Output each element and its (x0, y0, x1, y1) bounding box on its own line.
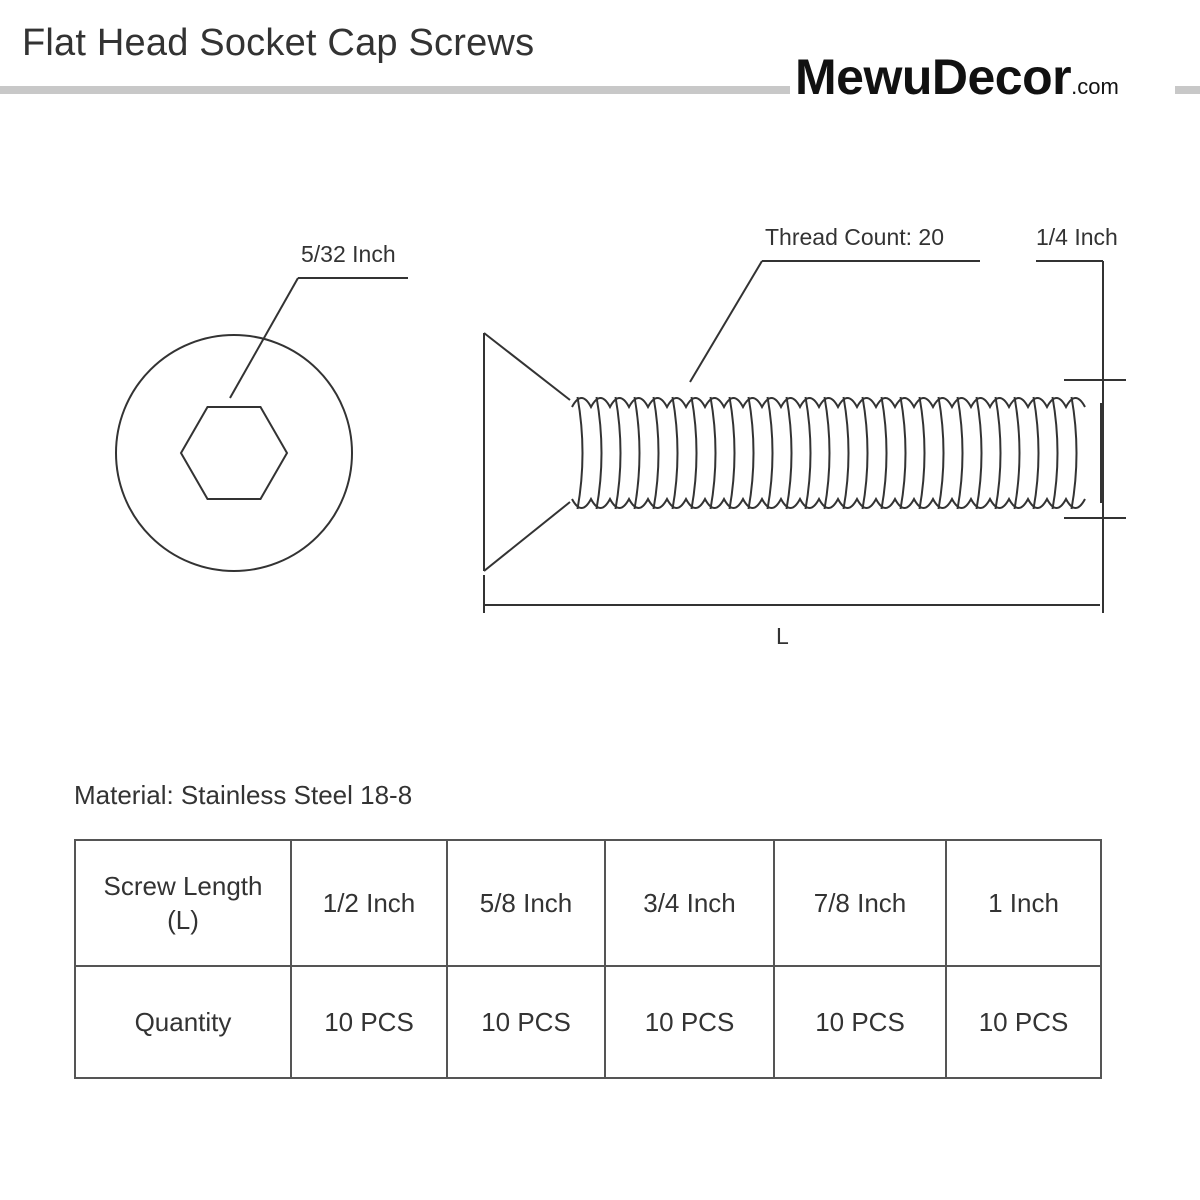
thread-crest (616, 397, 621, 509)
table-cell-quantity: 10 PCS (447, 966, 605, 1078)
thread-crest (654, 397, 659, 509)
thread-crest (901, 397, 906, 509)
head-circle (116, 335, 352, 571)
table-cell-quantity: 10 PCS (605, 966, 774, 1078)
thread-crest (673, 397, 678, 509)
thread-crests (572, 397, 1085, 509)
thread-crest (768, 397, 773, 509)
thread-crest (920, 397, 925, 509)
thread-crest (1015, 397, 1020, 509)
length-label: L (776, 623, 789, 649)
thread-profile-bottom (572, 499, 1085, 508)
table-cell-length: 7/8 Inch (774, 840, 946, 966)
page-title: Flat Head Socket Cap Screws (22, 22, 535, 64)
thread-crest (787, 397, 792, 509)
thread-crest (882, 397, 887, 509)
length-header-line1: Screw Length (103, 871, 263, 901)
table-row-length (75, 840, 1101, 966)
table-cell-length: 5/8 Inch (447, 840, 605, 966)
thread-crest (1034, 397, 1039, 509)
thread-crest (939, 397, 944, 509)
thread-crest (977, 397, 982, 509)
thread-crest (1053, 397, 1058, 509)
quantity-header-cell: Quantity (75, 966, 291, 1078)
hex-socket (181, 407, 287, 499)
table-cell-length: 3/4 Inch (605, 840, 774, 966)
thread-profile-top (572, 398, 1085, 407)
material-label: Material: Stainless Steel 18-8 (74, 780, 413, 810)
thread-crest (730, 397, 735, 509)
socket-leader (230, 278, 298, 398)
thread-crest (597, 397, 602, 509)
thread-count-label: Thread Count: 20 (765, 224, 945, 250)
table-row-quantity (75, 966, 1101, 1078)
table-cell-length: 1/2 Inch (291, 840, 447, 966)
thread-crest (863, 397, 868, 509)
thread-crest (749, 397, 754, 509)
length-header-cell (75, 840, 291, 966)
diameter-label: 1/4 Inch (1036, 224, 1118, 250)
side-view (484, 261, 1126, 613)
table-cell-quantity: 10 PCS (291, 966, 447, 1078)
thread-crest (825, 397, 830, 509)
socket-size-label: 5/32 Inch (301, 241, 396, 267)
thread-crest (692, 397, 697, 509)
length-header-line2: (L) (167, 905, 199, 935)
thread-crest (635, 397, 640, 509)
brand-name: MewuDecor (795, 49, 1072, 105)
table-cell-quantity: 10 PCS (774, 966, 946, 1078)
head-taper-top (484, 333, 570, 400)
thread-crest (1072, 397, 1077, 509)
thread-crest (711, 397, 716, 509)
end-view (116, 278, 408, 571)
thread-crest (958, 397, 963, 509)
thread-crest (806, 397, 811, 509)
thread-leader (690, 261, 762, 382)
table-cell-length: 1 Inch (946, 840, 1101, 966)
spec-table (74, 839, 1102, 1079)
brand-suffix: .com (1071, 74, 1119, 99)
thread-crest (996, 397, 1001, 509)
thread-crest (844, 397, 849, 509)
head-taper-bottom (484, 502, 570, 571)
thread-crest (578, 397, 583, 509)
table-cell-quantity: 10 PCS (946, 966, 1101, 1078)
